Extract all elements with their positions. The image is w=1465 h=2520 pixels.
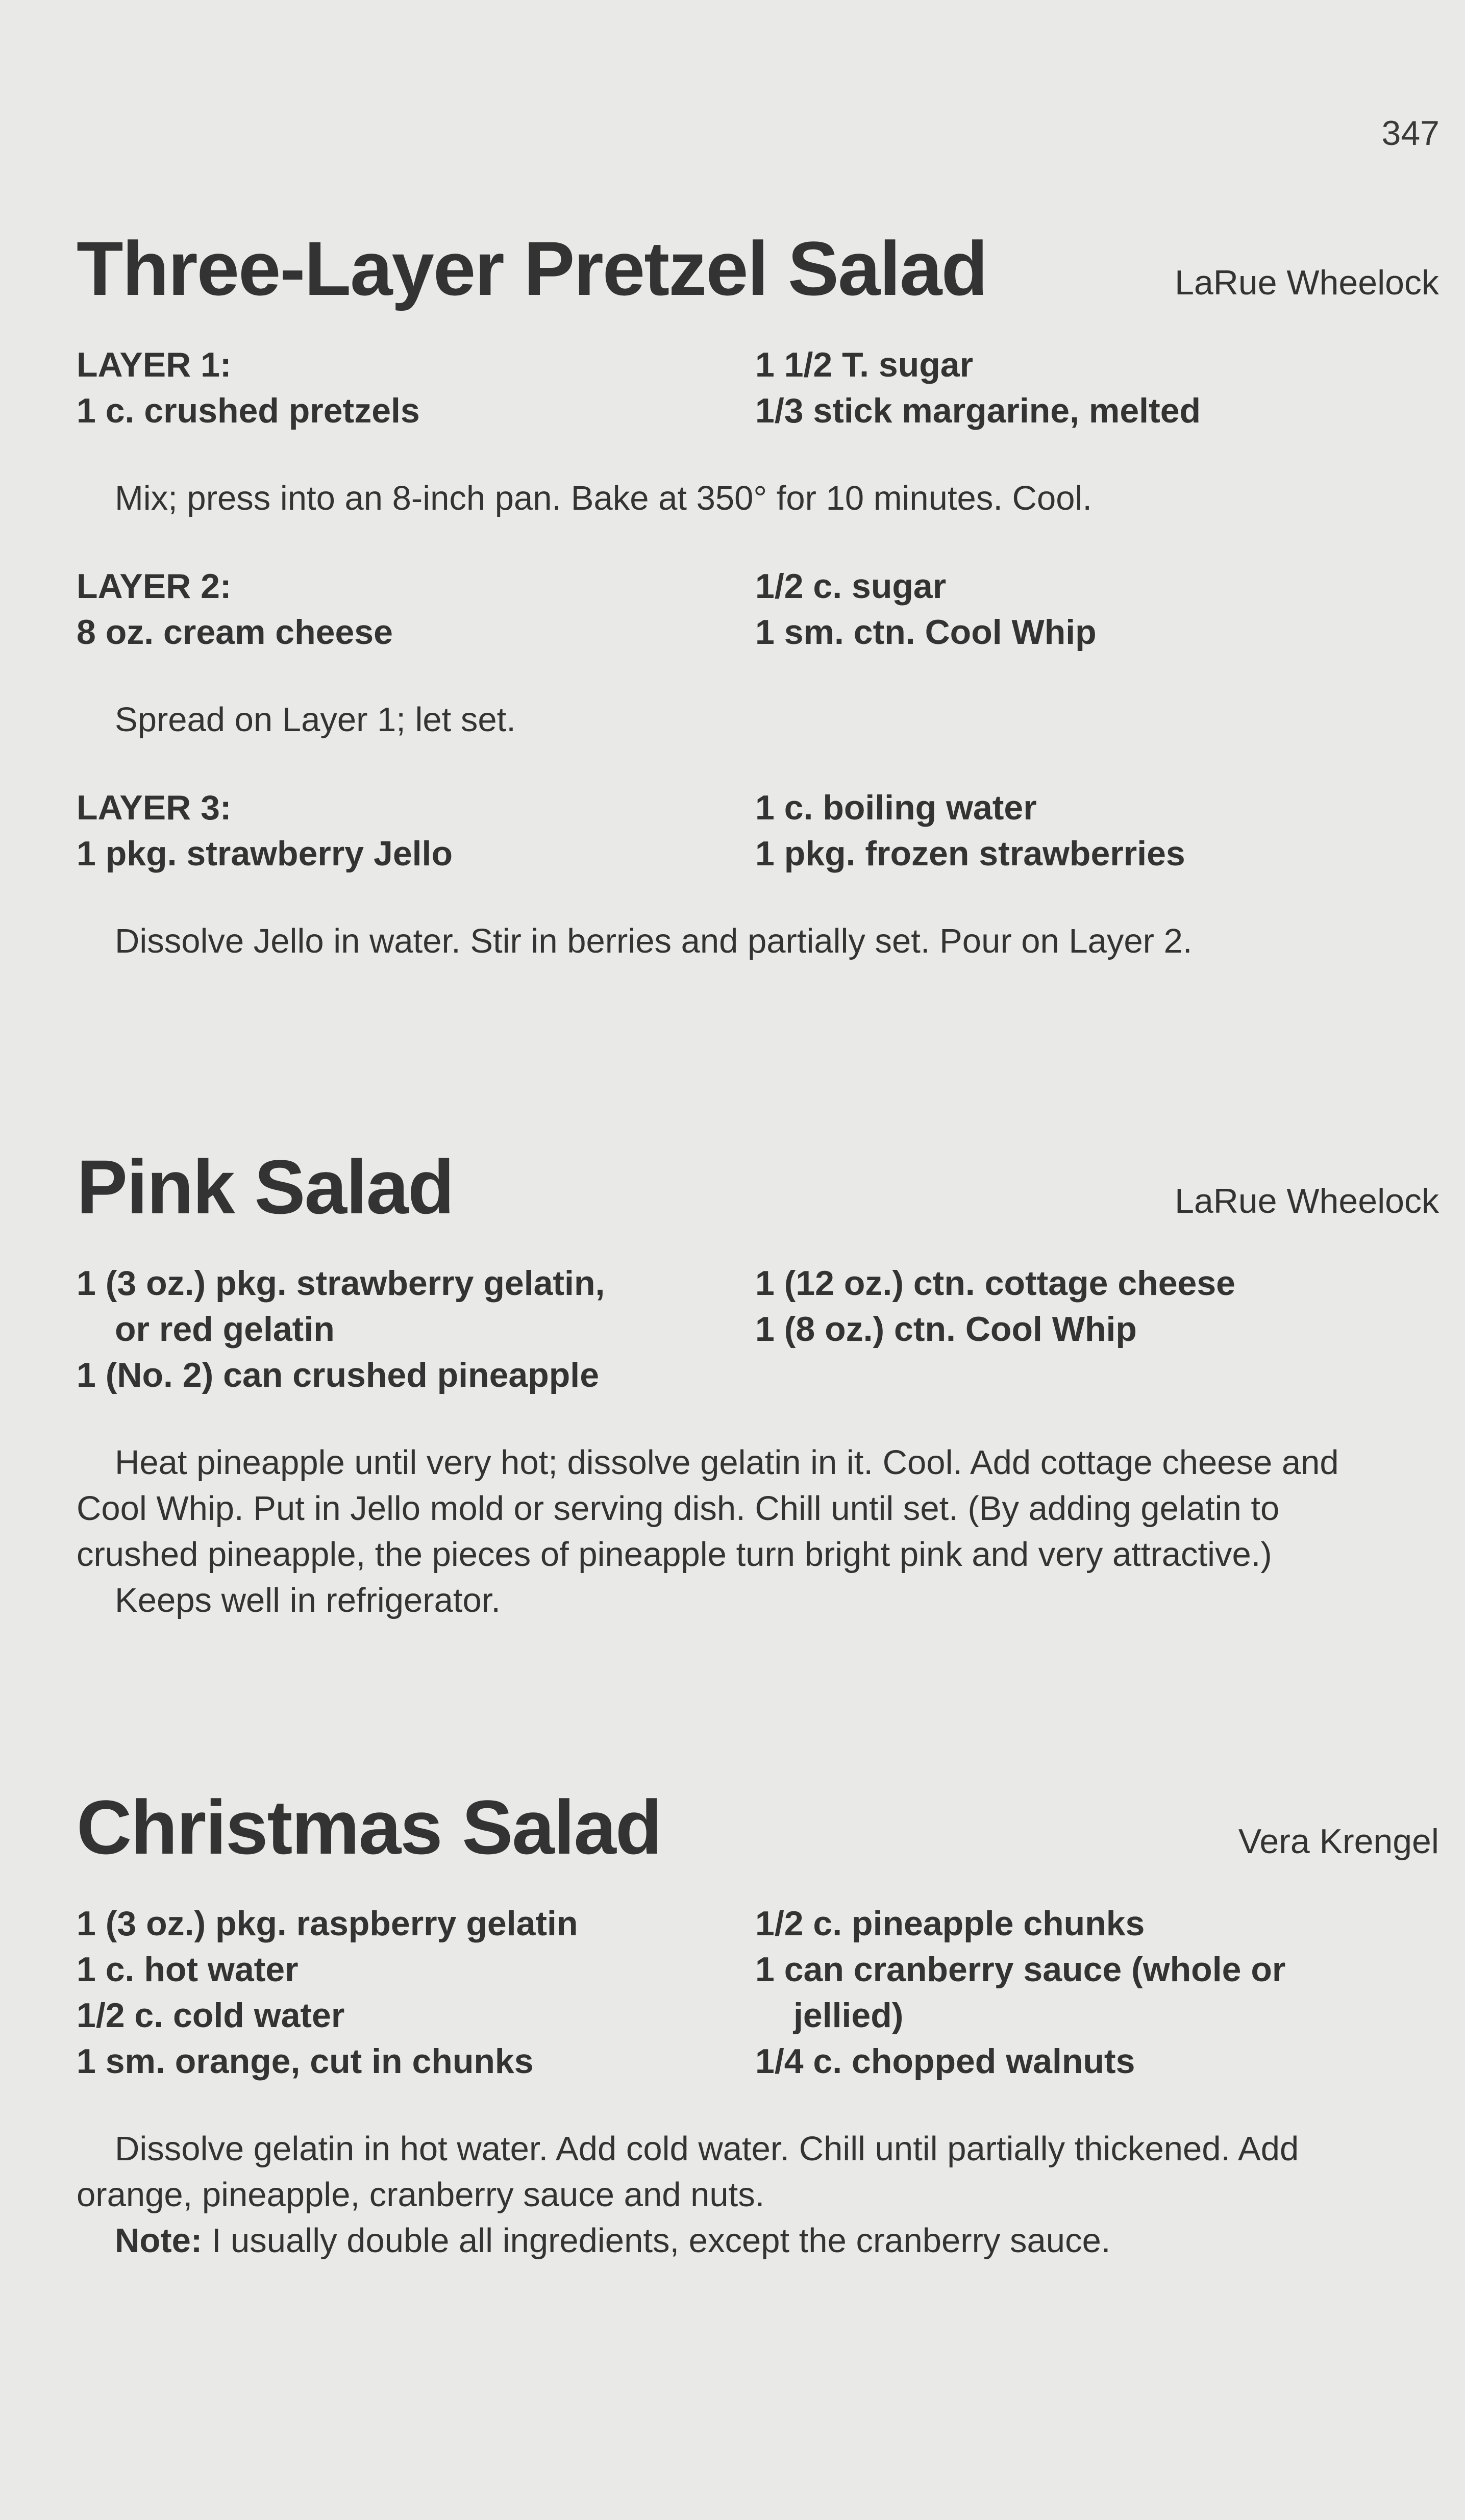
ingredient-line: or red gelatin <box>115 1310 335 1349</box>
ingredient-column-left <box>77 785 755 877</box>
instructions <box>77 476 1439 521</box>
recipe-author: Vera Krengel <box>1238 1822 1439 1861</box>
ingredient-line: 1/4 c. chopped walnuts <box>755 2042 1135 2081</box>
recipe-header <box>77 1783 1439 1873</box>
ingredient-line: 1 1/2 T. sugar <box>755 345 974 384</box>
ingredient-line: 1 pkg. frozen strawberries <box>755 834 1185 873</box>
note-line <box>77 2218 1439 2264</box>
ingredient-column-right <box>755 1901 1439 2084</box>
recipe-author: LaRue Wheelock <box>1175 1182 1439 1220</box>
recipe-title: Christmas Salad <box>77 1784 661 1870</box>
ingredient-column-right <box>755 342 1439 434</box>
instructions <box>77 697 1439 743</box>
ingredient-list <box>77 1260 1439 1398</box>
ingredient-line: 1 (8 oz.) ctn. Cool Whip <box>755 1310 1137 1349</box>
ingredient-line: 1 (12 oz.) ctn. cottage cheese <box>755 1264 1235 1303</box>
instruction-line: crushed pineapple, the pieces of pineapple turn bright pink and very attractive.) <box>77 1535 1272 1574</box>
ingredient-line: LAYER 1: <box>77 345 232 384</box>
ingredient-line: 1 sm. orange, cut in chunks <box>77 2042 534 2081</box>
ingredient-column-left <box>77 1260 755 1398</box>
ingredient-column-right <box>755 785 1439 877</box>
ingredient-column-right <box>755 1260 1439 1398</box>
ingredient-line: 1 c. boiling water <box>755 788 1037 827</box>
page-number: 347 <box>1381 114 1439 153</box>
ingredient-line: 8 oz. cream cheese <box>77 613 393 652</box>
ingredient-line: 1/2 c. cold water <box>77 1996 345 2035</box>
ingredient-line: 1 pkg. strawberry Jello <box>77 834 453 873</box>
instruction-line: Dissolve gelatin in hot water. Add cold water. Chill until partially thickened. Add <box>115 2130 1299 2168</box>
note-text: I usually double all ingredients, except the cranberry sauce. <box>202 2222 1111 2260</box>
ingredient-list <box>77 342 1439 434</box>
instruction-line: Spread on Layer 1; let set. <box>115 701 516 739</box>
ingredient-line: 1 (No. 2) can crushed pineapple <box>77 1356 600 1394</box>
instruction-line: Cool Whip. Put in Jello mold or serving dish. Chill until set. (By adding gelatin to <box>77 1489 1280 1528</box>
recipe-title: Pink Salad <box>77 1144 454 1230</box>
instructions <box>77 918 1439 964</box>
instruction-line: orange, pineapple, cranberry sauce and nuts. <box>77 2176 765 2214</box>
recipe-three-layer-pretzel-salad <box>77 224 1439 964</box>
ingredient-column-left <box>77 1901 755 2084</box>
ingredient-line: 1/2 c. sugar <box>755 567 947 606</box>
instruction-line: Dissolve Jello in water. Stir in berries and partially set. Pour on Layer 2. <box>115 922 1193 960</box>
layer-2 <box>77 563 1439 743</box>
note-label: Note: <box>115 2222 203 2260</box>
recipe-title: Three-Layer Pretzel Salad <box>77 226 987 311</box>
recipe-author: LaRue Wheelock <box>1175 263 1439 302</box>
ingredient-list <box>77 1901 1439 2084</box>
instructions <box>77 2126 1439 2264</box>
ingredient-column-left <box>77 563 755 655</box>
instruction-line: Keeps well in refrigerator. <box>115 1581 501 1619</box>
ingredient-list <box>77 785 1439 877</box>
ingredient-line: 1 sm. ctn. Cool Whip <box>755 613 1097 652</box>
ingredient-line: 1 (3 oz.) pkg. strawberry gelatin, <box>77 1264 605 1303</box>
ingredient-line: LAYER 3: <box>77 788 232 827</box>
ingredient-line: 1 c. crushed pretzels <box>77 391 420 430</box>
ingredient-line: 1/2 c. pineapple chunks <box>755 1904 1145 1943</box>
ingredients-section <box>77 1260 1439 1624</box>
ingredient-line: 1 (3 oz.) pkg. raspberry gelatin <box>77 1904 578 1943</box>
recipe-header <box>77 1143 1439 1232</box>
instructions <box>77 1440 1439 1624</box>
recipe-header <box>77 224 1439 314</box>
instruction-line: Mix; press into an 8-inch pan. Bake at 350° for 10 minutes. Cool. <box>115 479 1092 517</box>
ingredient-line: 1 can cranberry sauce (whole or <box>755 1950 1286 1989</box>
ingredients-section <box>77 1901 1439 2264</box>
ingredient-list <box>77 563 1439 655</box>
ingredient-line: jellied) <box>793 1996 904 2035</box>
ingredient-line: LAYER 2: <box>77 567 232 606</box>
ingredient-column-right <box>755 563 1439 655</box>
recipe-pink-salad <box>77 1143 1439 1624</box>
layer-3 <box>77 785 1439 964</box>
instruction-line: Heat pineapple until very hot; dissolve gelatin in it. Cool. Add cottage cheese and <box>115 1443 1339 1482</box>
layer-1 <box>77 342 1439 521</box>
ingredient-line: 1 c. hot water <box>77 1950 299 1989</box>
ingredient-line: 1/3 stick margarine, melted <box>755 391 1201 430</box>
ingredient-column-left <box>77 342 755 434</box>
recipe-christmas-salad <box>77 1783 1439 2264</box>
